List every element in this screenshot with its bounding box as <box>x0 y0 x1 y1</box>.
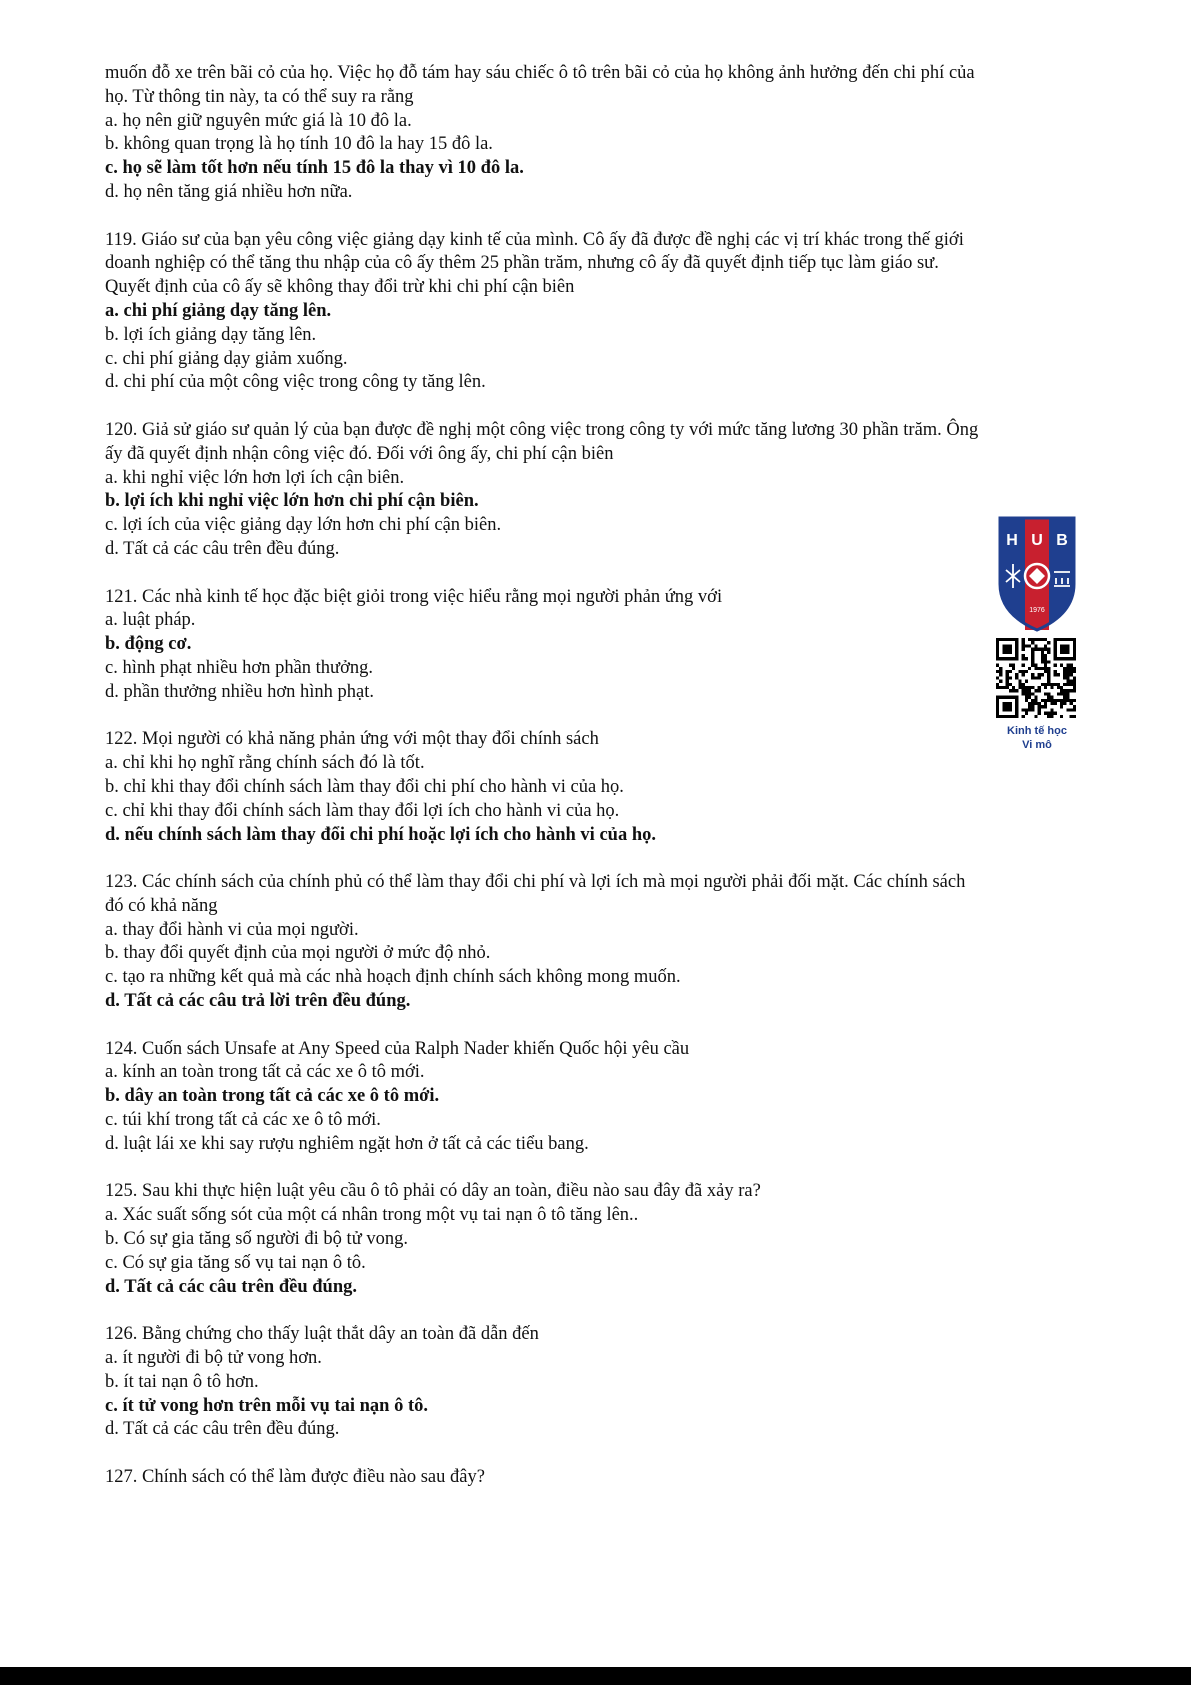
caption-line-2: Vi mô <box>1022 739 1052 751</box>
question-stem-line: 119. Giáo sư của bạn yêu công việc giảng dạy kinh tế của mình. Cô ấy đã được đề nghị các vị trí khác trong thế giới <box>105 229 964 250</box>
question-stem-line: đó có khả năng <box>105 895 218 916</box>
question-block <box>105 1466 1095 1490</box>
question-stem-line: 125. Sau khi thực hiện luật yêu cầu ô tô phải có dây an toàn, điều nào sau đây đã xảy ra? <box>105 1181 761 1202</box>
question-block <box>105 1180 1095 1299</box>
answer-option: c. chỉ khi thay đổi chính sách làm thay đổi lợi ích cho hành vi của họ. <box>105 800 620 821</box>
answer-option: b. không quan trọng là họ tính 10 đô la hay 15 đô la. <box>105 134 493 155</box>
answer-option-correct: d. nếu chính sách làm thay đổi chi phí hoặc lợi ích cho hành vi của họ. <box>105 824 656 845</box>
document-body <box>105 62 1095 1514</box>
question-stem-line: 124. Cuốn sách Unsafe at Any Speed của Ralph Nader khiến Quốc hội yêu cầu <box>105 1038 690 1059</box>
qr-code-icon <box>996 638 1076 718</box>
question-block <box>105 871 1095 1014</box>
answer-option: c. Có sự gia tăng số vụ tai nạn ô tô. <box>105 1252 366 1273</box>
answer-option: c. hình phạt nhiều hơn phần thưởng. <box>105 657 373 678</box>
answer-option: d. Tất cả các câu trên đều đúng. <box>105 1419 340 1440</box>
answer-option: b. Có sự gia tăng số người đi bộ tử vong. <box>105 1229 408 1250</box>
question-stem-line: họ. Từ thông tin này, ta có thể suy ra rằng <box>105 86 414 107</box>
answer-option-correct: b. động cơ. <box>105 634 192 655</box>
logo-letter-b: B <box>1056 532 1068 549</box>
question-stem-line: Quyết định của cô ấy sẽ không thay đổi trừ khi chi phí cận biên <box>105 277 575 298</box>
question-block <box>105 62 1095 205</box>
answer-option: d. phần thưởng nhiều hơn hình phạt. <box>105 681 375 702</box>
answer-option: d. luật lái xe khi say rượu nghiêm ngặt hơn ở tất cả các tiểu bang. <box>105 1133 589 1154</box>
answer-option-correct: d. Tất cả các câu trả lời trên đều đúng. <box>105 991 411 1012</box>
answer-option: b. lợi ích giảng dạy tăng lên. <box>105 324 317 345</box>
answer-option: b. thay đổi quyết định của mọi người ở mức độ nhỏ. <box>105 943 491 964</box>
answer-option: a. kính an toàn trong tất cả các xe ô tô mới. <box>105 1062 425 1083</box>
question-stem-line: 121. Các nhà kinh tế học đặc biệt giỏi trong việc hiểu rằng mọi người phản ứng với <box>105 586 723 607</box>
page-bottom-border <box>0 1667 1191 1685</box>
answer-option-correct: d. Tất cả các câu trên đều đúng. <box>105 1276 357 1297</box>
answer-option: c. tạo ra những kết quả mà các nhà hoạch định chính sách không mong muốn. <box>105 967 681 988</box>
answer-option-correct: b. dây an toàn trong tất cả các xe ô tô mới. <box>105 1086 440 1107</box>
answer-option: b. ít tai nạn ô tô hơn. <box>105 1371 259 1392</box>
answer-option: a. họ nên giữ nguyên mức giá là 10 đô la. <box>105 110 412 131</box>
answer-option: c. chi phí giảng dạy giảm xuống. <box>105 348 348 369</box>
logo-year: 1976 <box>1029 607 1045 614</box>
logo-letter-h: H <box>1006 532 1018 549</box>
answer-option: a. thay đổi hành vi của mọi người. <box>105 919 359 940</box>
hub-university-logo <box>994 514 1080 634</box>
answer-option-correct: a. chi phí giảng dạy tăng lên. <box>105 300 332 321</box>
question-stem-line: 123. Các chính sách của chính phủ có thể làm thay đổi chi phí và lợi ích mà mọi người phải đối mặt. Các chính sách <box>105 872 966 893</box>
question-stem-line: 127. Chính sách có thể làm được điều nào sau đây? <box>105 1467 485 1488</box>
answer-option: a. ít người đi bộ tử vong hơn. <box>105 1348 322 1369</box>
question-block <box>105 728 1095 847</box>
caption-line-1: Kinh tế học <box>1007 725 1067 737</box>
answer-option: a. Xác suất sống sót của một cá nhân trong một vụ tai nạn ô tô tăng lên.. <box>105 1205 639 1226</box>
question-block <box>105 1323 1095 1442</box>
question-stem-line: 122. Mọi người có khả năng phản ứng với một thay đổi chính sách <box>105 729 599 750</box>
logo-letter-u: U <box>1031 532 1043 549</box>
answer-option: a. chỉ khi họ nghĩ rằng chính sách đó là tốt. <box>105 753 425 774</box>
answer-option-correct: b. lợi ích khi nghỉ việc lớn hơn chi phí cận biên. <box>105 491 479 512</box>
question-stem-line: muốn đỗ xe trên bãi cỏ của họ. Việc họ đỗ tám hay sáu chiếc ô tô trên bãi cỏ của họ không ảnh hưởng đến chi phí của <box>105 63 975 83</box>
question-block <box>105 1038 1095 1157</box>
answer-option: d. họ nên tăng giá nhiều hơn nữa. <box>105 181 353 202</box>
answer-option: d. chi phí của một công việc trong công ty tăng lên. <box>105 372 486 393</box>
question-block <box>105 419 1095 562</box>
answer-option: a. khi nghỉ việc lớn hơn lợi ích cận biên. <box>105 467 405 488</box>
answer-option: a. luật pháp. <box>105 610 196 631</box>
course-caption <box>992 724 1082 752</box>
question-stem-line: 120. Giả sử giáo sư quản lý của bạn được đề nghị một công việc trong công ty với mức tăng lương 30 phần trăm. Ông <box>105 419 979 440</box>
answer-option: d. Tất cả các câu trên đều đúng. <box>105 538 340 559</box>
answer-option: c. lợi ích của việc giảng dạy lớn hơn chi phí cận biên. <box>105 515 502 536</box>
answer-option: c. túi khí trong tất cả các xe ô tô mới. <box>105 1110 381 1131</box>
answer-option: b. chỉ khi thay đổi chính sách làm thay đổi chi phí cho hành vi của họ. <box>105 776 624 797</box>
answer-option-correct: c. ít tử vong hơn trên mỗi vụ tai nạn ô tô. <box>105 1395 429 1416</box>
question-block <box>105 229 1095 396</box>
question-block <box>105 586 1095 705</box>
question-stem-line: 126. Bằng chứng cho thấy luật thắt dây an toàn đã dẫn đến <box>105 1324 539 1345</box>
question-stem-line: ấy đã quyết định nhận công việc đó. Đối với ông ấy, chi phí cận biên <box>105 443 614 464</box>
answer-option-correct: c. họ sẽ làm tốt hơn nếu tính 15 đô la thay vì 10 đô la. <box>105 158 524 179</box>
question-stem-line: doanh nghiệp có thể tăng thu nhập của cô ấy thêm 25 phần trăm, nhưng cô ấy đã quyết định tiếp tục làm giáo sư. <box>105 253 939 274</box>
